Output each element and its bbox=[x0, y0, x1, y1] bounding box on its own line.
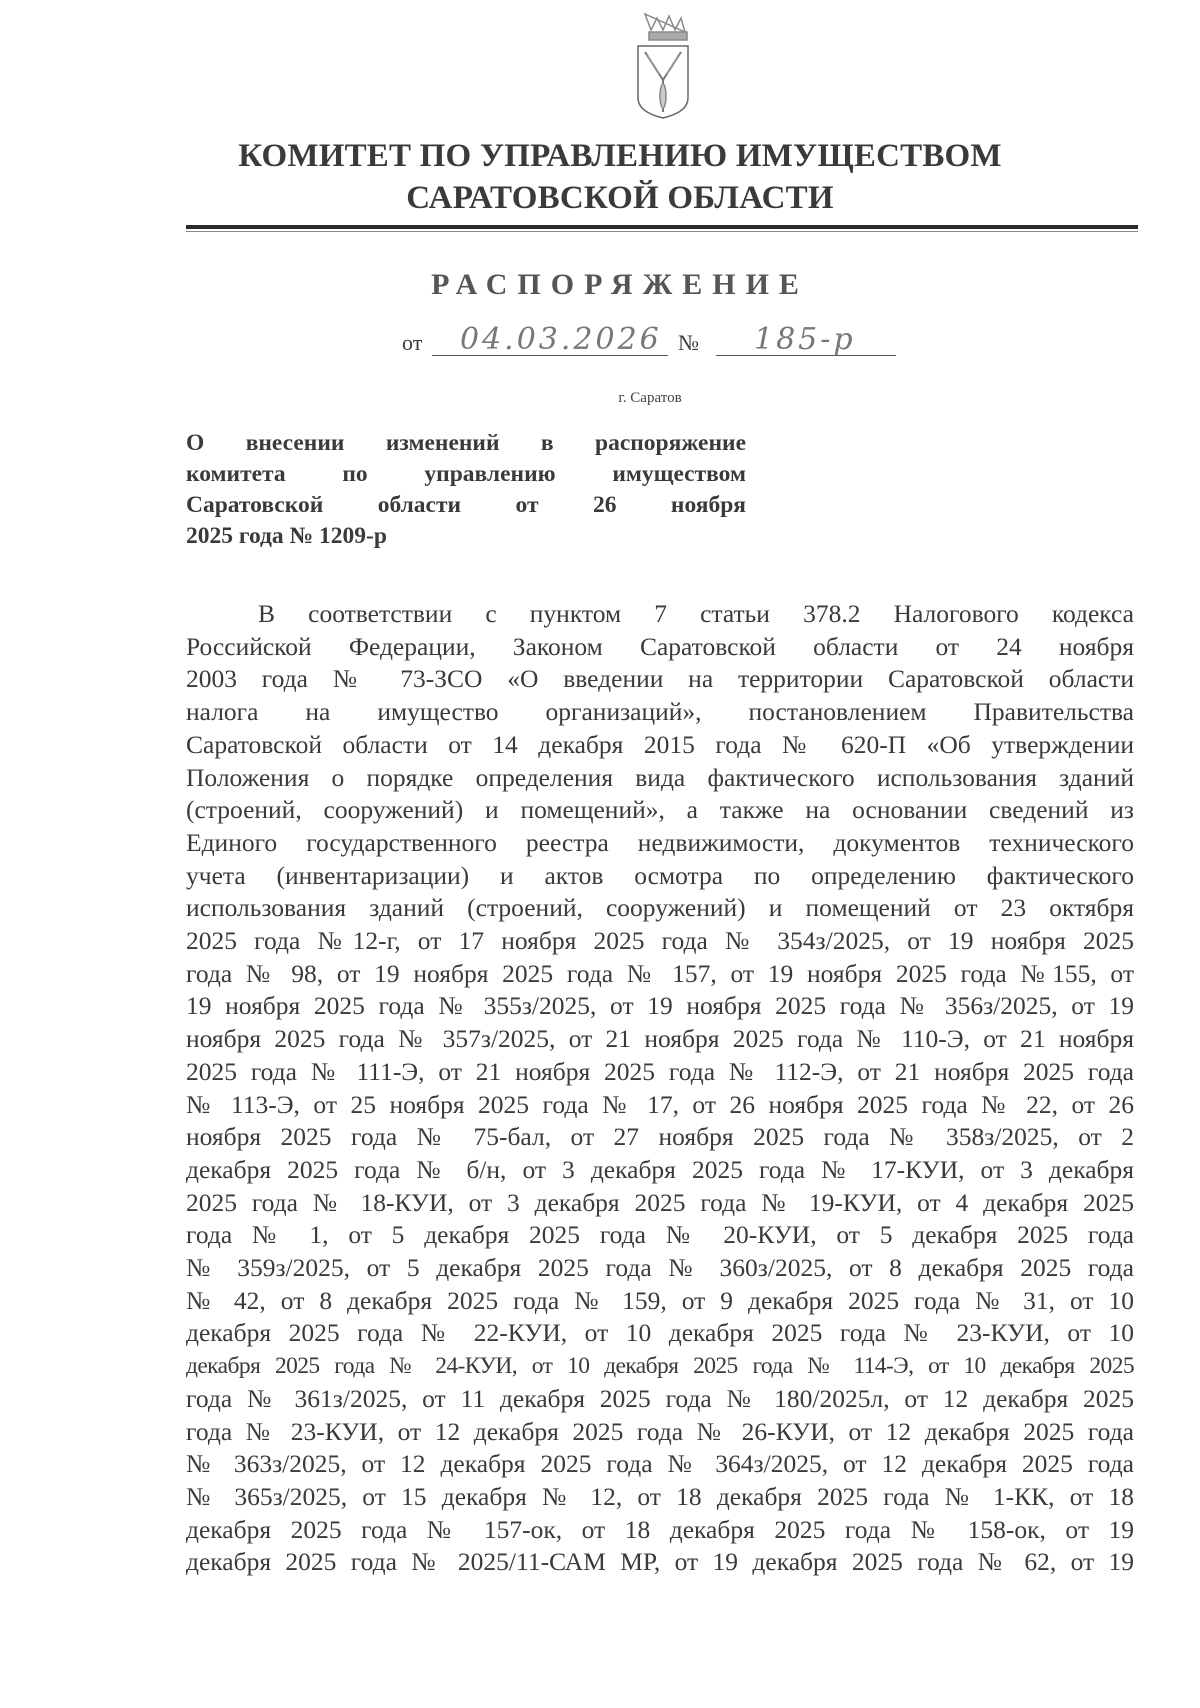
subject-line: О внесении изменений в распоряжение bbox=[186, 430, 746, 456]
body-line: учета (инвентаризации) и актов осмотра по определению фактического bbox=[186, 860, 1134, 890]
header-divider-thin bbox=[186, 231, 1138, 232]
coat-of-arms-icon bbox=[633, 8, 693, 120]
body-line: 2003 года № 73-ЗСО «О введении на территории Саратовской области bbox=[186, 664, 1134, 694]
city: г. Саратов bbox=[618, 390, 682, 406]
body-line: № 359з/2025, от 5 декабря 2025 года № 360з/2025, от 8 декабря 2025 года bbox=[186, 1253, 1134, 1283]
body-line: декабря 2025 года № 157-ок, от 18 декабря 2025 года № 158-ок, от 19 bbox=[186, 1514, 1134, 1544]
document-body bbox=[186, 598, 1134, 1579]
body-line: 2025 года №12-г, от 17 ноября 2025 года № 354з/2025, от 19 ноября 2025 bbox=[186, 926, 1134, 956]
number-label: № bbox=[678, 330, 699, 355]
body-line: 2025 года № 18-КУИ, от 3 декабря 2025 года № 19-КУИ, от 4 декабря 2025 bbox=[186, 1187, 1134, 1217]
body-line: Саратовской области от 14 декабря 2015 года № 620-П «Об утверждении bbox=[186, 729, 1134, 759]
body-line: № 42, от 8 декабря 2025 года № 159, от 9 декабря 2025 года № 31, от 10 bbox=[186, 1285, 1134, 1315]
date-label: от bbox=[402, 330, 423, 355]
body-line: года № 1, от 5 декабря 2025 года № 20-КУИ, от 5 декабря 2025 года bbox=[186, 1220, 1134, 1250]
body-line: декабря 2025 года № б/н, от 3 декабря 2025 года № 17-КУИ, от 3 декабря bbox=[186, 1154, 1134, 1184]
body-line: года № 23-КУИ, от 12 декабря 2025 года № 26-КУИ, от 12 декабря 2025 года bbox=[186, 1416, 1134, 1446]
body-line: декабря 2025 года № 2025/11-САМ МР, от 19 декабря 2025 года № 62, от 19 bbox=[186, 1547, 1134, 1577]
subject-line: комитета по управлению имуществом bbox=[186, 461, 746, 487]
subject-line: 2025 года № 1209-р bbox=[186, 523, 387, 549]
body-line: года № 98, от 19 ноября 2025 года № 157, от 19 ноября 2025 года №155, от bbox=[186, 958, 1134, 988]
date-value: 04.03.2026 bbox=[432, 322, 668, 356]
number-value: 185-р bbox=[716, 322, 896, 356]
body-line: декабря 2025 года № 24-КУИ, от 10 декабря 2025 года № 114-Э, от 10 декабря 2025 bbox=[186, 1353, 1134, 1380]
body-line: года № 361з/2025, от 11 декабря 2025 года № 180/2025л, от 12 декабря 2025 bbox=[186, 1383, 1134, 1413]
body-line: № 113-Э, от 25 ноября 2025 года № 17, от 26 ноября 2025 года № 22, от 26 bbox=[186, 1089, 1134, 1119]
body-line: налога на имущество организаций», постановлением Правительства bbox=[186, 697, 1134, 727]
body-line: 2025 года № 111-Э, от 21 ноября 2025 года № 112-Э, от 21 ноября 2025 года bbox=[186, 1056, 1134, 1086]
body-line: использования зданий (строений, сооружений) и помещений от 23 октября bbox=[186, 893, 1134, 923]
body-line: № 365з/2025, от 15 декабря № 12, от 18 декабря 2025 года № 1-КК, от 18 bbox=[186, 1481, 1134, 1511]
body-line: № 363з/2025, от 12 декабря 2025 года № 364з/2025, от 12 декабря 2025 года bbox=[186, 1449, 1134, 1479]
body-line: Единого государственного реестра недвижимости, документов технического bbox=[186, 827, 1134, 857]
body-line: (строений, сооружений) и помещений», а также на основании сведений из bbox=[186, 795, 1134, 825]
body-line: В соответствии с пунктом 7 статьи 378.2 Налогового кодекса bbox=[258, 599, 1134, 628]
document-subject bbox=[186, 428, 746, 552]
body-line: 19 ноября 2025 года № 355з/2025, от 19 ноября 2025 года № 356з/2025, от 19 bbox=[186, 991, 1134, 1021]
body-line: декабря 2025 года № 22-КУИ, от 10 декабря 2025 года № 23-КУИ, от 10 bbox=[186, 1318, 1134, 1348]
header-divider bbox=[186, 225, 1138, 229]
organization-name-line1: КОМИТЕТ ПО УПРАВЛЕНИЮ ИМУЩЕСТВОМ bbox=[238, 138, 1002, 174]
body-line: ноября 2025 года № 357з/2025, от 21 ноября 2025 года № 110-Э, от 21 ноября bbox=[186, 1024, 1134, 1054]
body-line: Российской Федерации, Законом Саратовской области от 24 ноября bbox=[186, 631, 1134, 661]
body-line: Положения о порядке определения вида фактического использования зданий bbox=[186, 762, 1134, 792]
body-line: ноября 2025 года № 75-бал, от 27 ноября 2025 года № 358з/2025, от 2 bbox=[186, 1122, 1134, 1152]
document-type: РАСПОРЯЖЕНИЕ bbox=[431, 268, 809, 301]
subject-line: Саратовской области от 26 ноября bbox=[186, 492, 746, 518]
organization-name-line2: САРАТОВСКОЙ ОБЛАСТИ bbox=[406, 180, 834, 216]
